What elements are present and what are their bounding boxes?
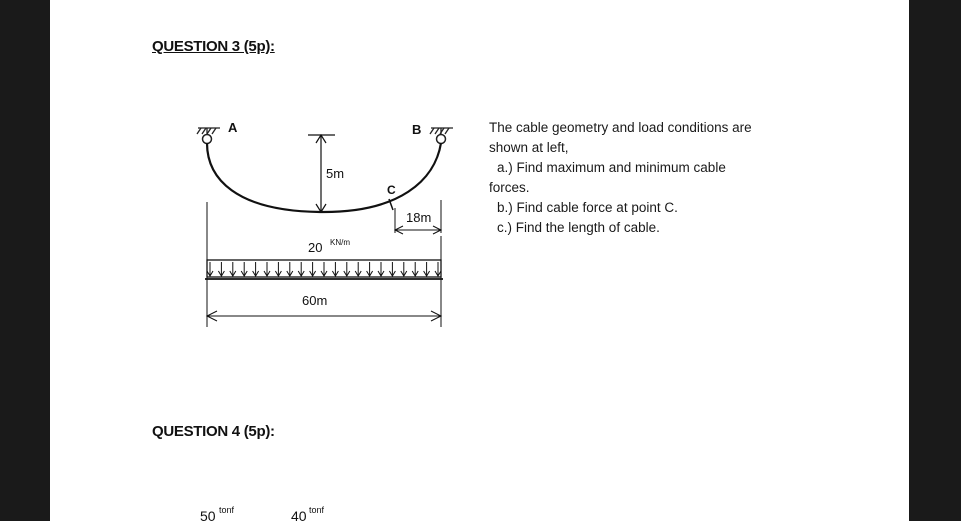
description-part-b: b.) Find cable force at point C. [497, 200, 678, 215]
distributed-load-arrows [207, 262, 441, 276]
label-c: C [387, 183, 396, 197]
document-page [50, 0, 909, 521]
q4-load1-value: 50 [200, 508, 216, 521]
q4-load2-value: 40 [291, 508, 307, 521]
label-b: B [412, 122, 422, 137]
q4-load1-unit: tonf [219, 505, 235, 515]
sag-label: 5m [326, 166, 345, 181]
question-4-title: QUESTION 4 (5p): [152, 423, 275, 440]
description-part-c: c.) Find the length of cable. [497, 220, 660, 235]
description-part-a: a.) Find maximum and minimum cable [497, 160, 726, 175]
cable-curve [207, 143, 441, 212]
description-intro: The cable geometry and load conditions are shown at left, [489, 120, 752, 155]
cable-diagram [50, 0, 909, 521]
question-3-title: QUESTION 3 (5p): [152, 38, 275, 55]
span-label: 60m [302, 293, 328, 308]
viewer-right-margin [909, 0, 961, 521]
support-a-pin [203, 135, 212, 144]
problem-description [489, 118, 789, 238]
label-a: A [228, 120, 238, 135]
offset-label: 18m [406, 210, 432, 225]
description-part-a-cont: forces. [489, 180, 530, 195]
load-value: 20 [308, 240, 323, 255]
load-unit: KN/m [330, 238, 350, 247]
viewer-left-margin [0, 0, 50, 521]
support-b-pin [437, 135, 446, 144]
q4-load2-unit: tonf [309, 505, 325, 515]
support-a-hatch [197, 128, 220, 135]
